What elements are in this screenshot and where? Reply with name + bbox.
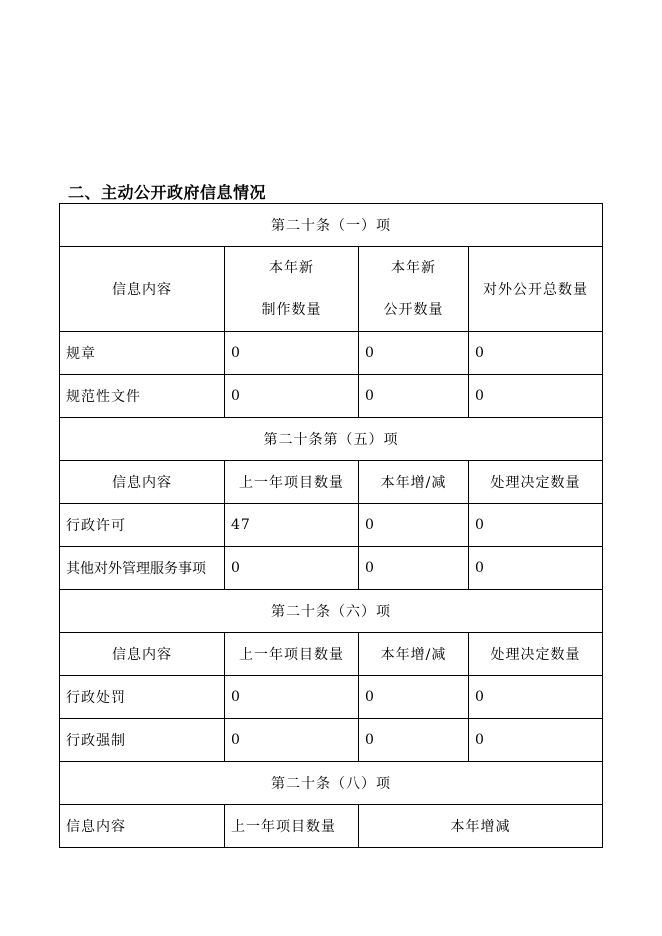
header-decided: 处理决定数量 <box>469 461 603 504</box>
cell-value: 0 <box>359 504 469 547</box>
header-row <box>60 633 603 676</box>
header-info: 信息内容 <box>60 805 225 848</box>
table-row <box>60 676 603 719</box>
table-row <box>60 547 603 590</box>
cell-value: 0 <box>469 719 603 762</box>
section-title-row <box>60 418 603 461</box>
cell-value: 0 <box>469 375 603 418</box>
row-name: 规章 <box>60 332 225 375</box>
cell-value: 0 <box>225 719 359 762</box>
header-new-made <box>225 247 359 332</box>
table-row <box>60 504 603 547</box>
cell-value: 0 <box>469 332 603 375</box>
cell-value: 0 <box>225 332 359 375</box>
table-row <box>60 332 603 375</box>
cell-value: 0 <box>225 547 359 590</box>
cell-value: 0 <box>469 504 603 547</box>
cell-value: 0 <box>359 719 469 762</box>
header-change: 本年增减 <box>359 805 603 848</box>
header-row <box>60 247 603 332</box>
table-row <box>60 375 603 418</box>
cell-value: 0 <box>469 547 603 590</box>
header-row <box>60 805 603 848</box>
section-title: 第二十条第（五）项 <box>60 418 603 461</box>
cell-value: 0 <box>225 375 359 418</box>
header-new-made-line1: 本年新 <box>269 260 314 276</box>
header-info: 信息内容 <box>60 461 225 504</box>
section-title-row <box>60 590 603 633</box>
section-heading: 二、主动公开政府信息情况 <box>68 183 267 202</box>
header-new-published <box>359 247 469 332</box>
header-prev-count: 上一年项目数量 <box>225 805 359 848</box>
cell-value: 47 <box>225 504 359 547</box>
section-title-row <box>60 204 603 247</box>
table-row <box>60 719 603 762</box>
header-prev-count: 上一年项目数量 <box>225 461 359 504</box>
header-prev-count: 上一年项目数量 <box>225 633 359 676</box>
header-new-made-line2: 制作数量 <box>261 302 322 318</box>
section-title: 第二十条（八）项 <box>60 762 603 805</box>
header-new-published-line1: 本年新 <box>391 260 436 276</box>
section-title: 第二十条（六）项 <box>60 590 603 633</box>
header-info: 信息内容 <box>60 247 225 332</box>
row-name: 其他对外管理服务事项 <box>60 547 225 590</box>
cell-value: 0 <box>359 332 469 375</box>
header-change: 本年增/减 <box>359 633 469 676</box>
cell-value: 0 <box>359 375 469 418</box>
row-name: 行政许可 <box>60 504 225 547</box>
cell-value: 0 <box>469 676 603 719</box>
row-name: 规范性文件 <box>60 375 225 418</box>
section-title-row <box>60 762 603 805</box>
section-title: 第二十条（一）项 <box>60 204 603 247</box>
header-row <box>60 461 603 504</box>
cell-value: 0 <box>359 676 469 719</box>
header-new-published-line2: 公开数量 <box>383 302 444 318</box>
row-name: 行政强制 <box>60 719 225 762</box>
disclosure-table <box>59 203 603 848</box>
header-change: 本年增/减 <box>359 461 469 504</box>
header-total: 对外公开总数量 <box>469 247 603 332</box>
header-info: 信息内容 <box>60 633 225 676</box>
row-name: 行政处罚 <box>60 676 225 719</box>
cell-value: 0 <box>225 676 359 719</box>
cell-value: 0 <box>359 547 469 590</box>
header-decided: 处理决定数量 <box>469 633 603 676</box>
